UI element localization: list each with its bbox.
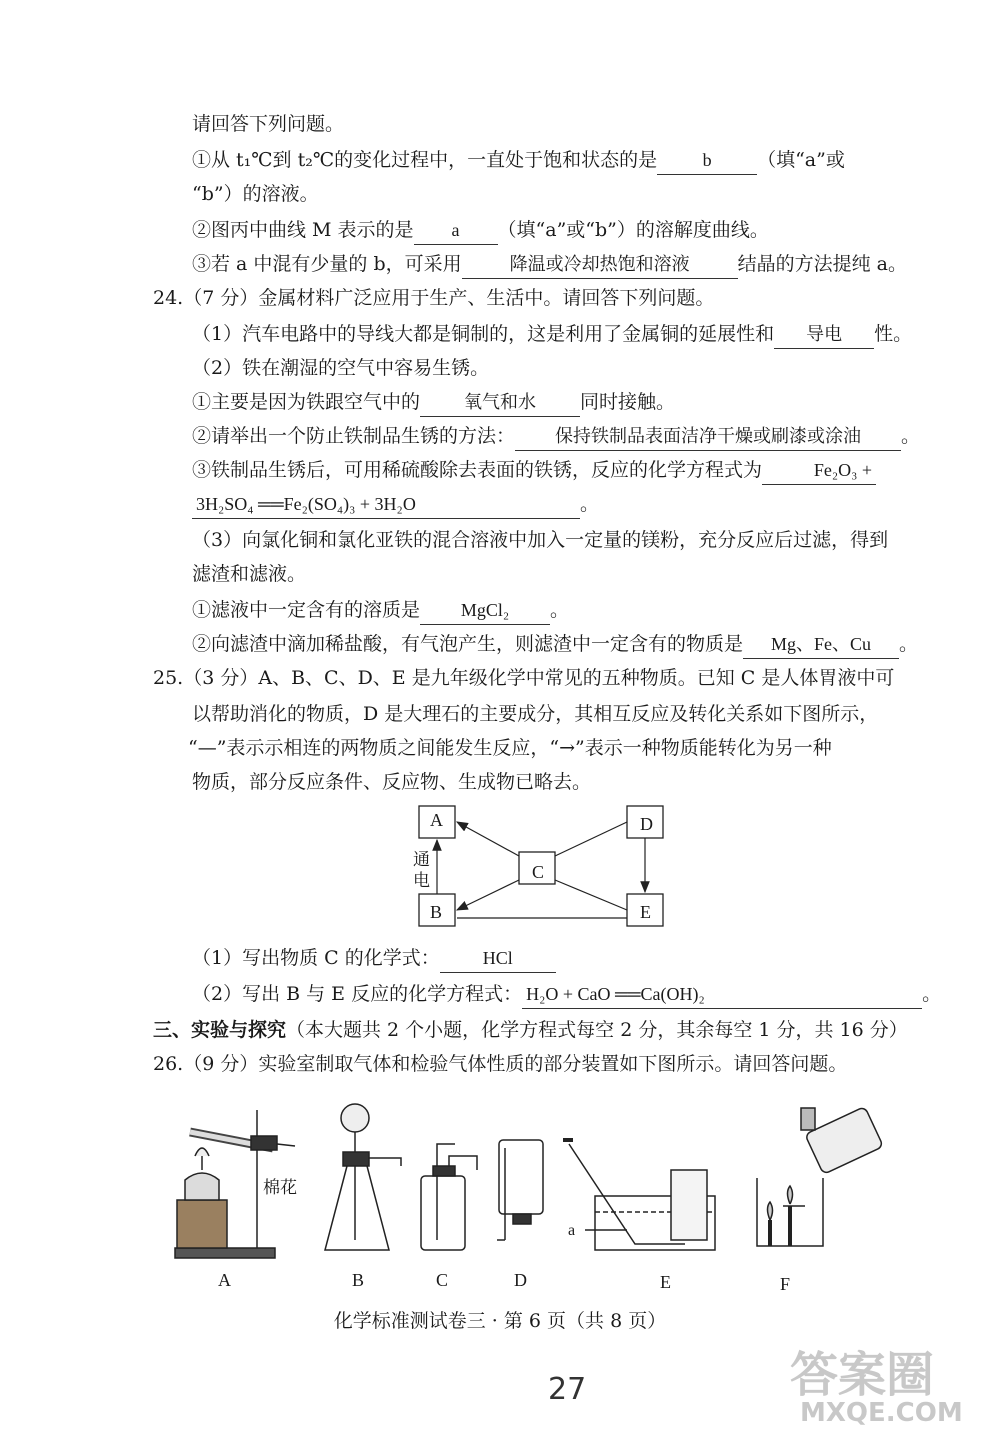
q24-answer-2a[interactable]: 氧气和水 [420,388,580,417]
apparatus-b [325,1104,401,1250]
q23-answer-3[interactable]: 降温或冷却热饱和溶液 [462,250,738,279]
q25-sub2: （2）写出 B 与 E 反应的化学方程式： H₂O + CaO ══Ca(OH)₂ 。 [192,980,941,1009]
apparatus-c [421,1144,477,1250]
section3-heading: 三、实验与探究（本大题共 2 个小题，化学方程式每空 2 分，其余每空 1 分，共 16 分） [153,1019,908,1041]
apparatus-label-c: C [436,1270,449,1290]
apparatus-label-b: B [352,1270,365,1290]
q24-sub2a: ①主要是因为铁跟空气中的 氧气和水 同时接触。 [192,388,675,417]
watermark-logo: 答案圈 [790,1347,935,1403]
node-e: E [640,902,651,922]
apparatus-e [563,1140,715,1250]
q24-answer-3b[interactable]: Mg、Fe、Cu [743,630,899,659]
q25-line4: 物质，部分反应条件、反应物、生成物已略去。 [192,771,592,793]
q24-head: 24.（7 分）金属材料广泛应用于生产、生活中。请回答下列问题。 [153,287,715,309]
handwritten-page-number: 27 [548,1372,587,1407]
q25-line1: 25.（3 分）A、B、C、D、E 是九年级化学中常见的五种物质。已知 C 是人体胃液中可 [153,667,895,689]
q23-answer-1[interactable]: b [657,146,757,175]
apparatus-label-a: A [218,1270,231,1290]
q24-sub3: （3）向氯化铜和氯化亚铁的混合溶液中加入一定量的镁粉，充分反应后过滤，得到 [192,529,889,551]
node-d: D [640,814,653,834]
apparatus-label-f: F [780,1274,791,1294]
cotton-label: 棉花 [263,1178,297,1197]
q26-head: 26.（9 分）实验室制取气体和检验气体性质的部分装置如下图所示。请回答问题。 [153,1053,848,1075]
q23-answer-2[interactable]: a [414,216,498,245]
q24-sub1: （1）汽车电路中的导线大都是铜制的，这是利用了金属铜的延展性和 导电 性。 [192,320,912,349]
q23-part1-line2: “b”）的溶液。 [192,183,319,205]
q24-answer-2c-part1[interactable]: Fe₂O₃ + [762,456,876,485]
q24-sub2c-line2: 3H₂SO₄ ══Fe₂(SO₄)₃ + 3H₂O 。 [192,490,599,519]
apparatus-d [497,1140,543,1240]
q24-answer-2b[interactable]: 保持铁制品表面洁净干燥或刷漆或涂油 [515,422,901,451]
q24-sub2c: ③铁制品生锈后，可用稀硫酸除去表面的铁锈，反应的化学方程式为 Fe₂O₃ + [192,456,876,485]
q24-sub3a: ①滤液中一定含有的溶质是 MgCl₂ 。 [192,596,569,625]
edge-c-d [555,822,627,856]
q24-sub2: （2）铁在潮湿的空气中容易生锈。 [192,357,490,379]
q25-line2: 以帮助消化的物质，D 是大理石的主要成分，其相互反应及转化关系如下图所示， [192,703,879,725]
edge-c-e [555,880,627,910]
q25-sub1: （1）写出物质 C 的化学式： HCl [192,944,556,973]
apparatus-label-e: E [660,1272,671,1292]
page-footer: 化学标准测试卷三 · 第 6 页（共 8 页） [333,1310,667,1332]
q24-sub3b: ②向滤渣中滴加稀盐酸，有气泡产生，则滤渣中一定含有的物质是 Mg、Fe、Cu 。 [192,630,918,659]
mark-a: a [568,1222,576,1239]
node-a: A [430,810,443,830]
q24-answer-2c-part2[interactable]: 3H₂SO₄ ══Fe₂(SO₄)₃ + 3H₂O [192,490,580,519]
apparatus-f [757,1107,883,1246]
q23-intro: 请回答下列问题。 [192,113,345,135]
edge-c-to-a [457,822,519,856]
node-b: B [430,902,443,922]
q24-sub2b: ②请举出一个防止铁制品生锈的方法： 保持铁制品表面洁净干燥或刷漆或涂油 。 [192,422,920,451]
apparatus-label-d: D [514,1270,527,1290]
q23-part2: ②图丙中曲线 M 表示的是 a （填“a”或“b”）的溶解度曲线。 [192,216,769,245]
edge-label-2: 电 [413,871,430,890]
edge-label-1: 通 [413,850,430,869]
q24-sub3-line2: 滤渣和滤液。 [192,563,307,585]
node-c: C [532,862,545,882]
q25-answer-1[interactable]: HCl [440,944,556,973]
watermark-url: MXQE.COM [800,1398,963,1428]
q24-answer-1[interactable]: 导电 [774,320,874,349]
q24-answer-3a[interactable]: MgCl₂ [420,596,550,625]
q25-answer-2[interactable]: H₂O + CaO ══Ca(OH)₂ [522,980,922,1009]
edge-c-to-b [457,880,519,910]
q23-part3: ③若 a 中混有少量的 b，可采用 降温或冷却热饱和溶液 结晶的方法提纯 a。 [192,250,907,279]
q23-part1: ①从 t₁℃到 t₂℃的变化过程中，一直处于饱和状态的是 b （填“a”或 [192,146,845,175]
q25-line3: “—”表示示相连的两物质之间能发生反应，“→”表示一种物质能转化为另一种 [188,737,832,759]
